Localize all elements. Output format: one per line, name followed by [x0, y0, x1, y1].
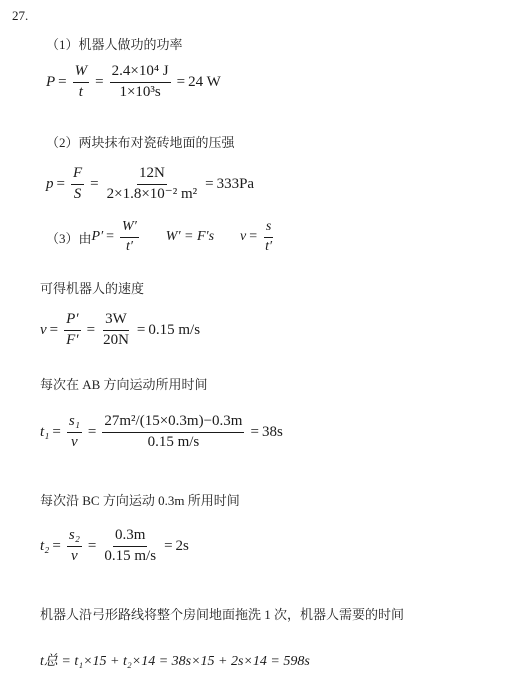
- force-over-area-fraction: $\frac{F}{S}$: [72, 165, 83, 202]
- velocity-definition-fraction: $\frac{s}{t'}$: [265, 219, 273, 254]
- speed-heading: 可得机器人的速度: [40, 281, 145, 296]
- question-number: 27.: [12, 8, 29, 23]
- work-prime-relation: W′ = F′s: [165, 229, 215, 245]
- t1-value-fraction: $\frac{\text{27m²/(15×0.3m)−0.3m}}{0.15 m/s}$: [104, 413, 243, 450]
- t2-value-fraction: $\frac{0.3m}{0.15 m/s}$: [104, 527, 157, 564]
- t2-result: 2s: [175, 537, 189, 554]
- power-equation: P = $\frac{W}{t}$ = $\frac{\text{2.4×10⁴ J}}{\text{1×10³s}}$ = 24 W: [46, 63, 221, 100]
- total-time-equation: t总 = t₁×15 + t₂×14 = 38s×15 + 2s×14 = 598s: [40, 654, 310, 669]
- power-value-fraction: $\frac{\text{2.4×10⁴ J}}{\text{1×10³s}}$: [111, 63, 169, 100]
- part3-relations: （3）由 P′ = $\frac{W'}{t'}$ W′ = F′s v = $\frac{s}{t'}$: [46, 219, 273, 254]
- part2-heading: （2）两块抹布对瓷砖地面的压强: [46, 135, 235, 150]
- speed-equation: v = $\frac{P'}{F'}$ = $\frac{3W}{20N}$ = 0.15 m/s: [40, 311, 201, 348]
- power-prime-fraction: $\frac{W'}{t'}$: [122, 219, 137, 254]
- pressure-result: 333Pa: [216, 175, 255, 192]
- t1-result: 38s: [261, 423, 283, 440]
- part1-heading: （1）机器人做功的功率: [46, 37, 183, 52]
- bc-time-heading: 每次沿 BC 方向运动 0.3m 所用时间: [40, 493, 240, 508]
- t1-equation: t₁ = $\frac{\text{s₁}}{v}$ = $\frac{\text{27m²/(15×0.3m)−0.3m}}{0.15 m/s}$ = 38s: [40, 413, 283, 450]
- speed-result: 0.15 m/s: [148, 321, 201, 338]
- speed-value-fraction: $\frac{3W}{20N}$: [103, 311, 129, 348]
- t2-symbolic-fraction: $\frac{\text{s₂}}{v}$: [68, 527, 80, 564]
- ab-time-heading: 每次在 AB 方向运动所用时间: [40, 377, 208, 392]
- pressure-equation: p = $\frac{F}{S}$ = $\frac{12N}{\text{2×1.8×10⁻² m²}}$ = 333Pa: [46, 165, 255, 202]
- work-over-time-fraction: $\frac{W}{t}$: [74, 63, 88, 100]
- t1-symbolic-fraction: $\frac{\text{s₁}}{v}$: [68, 413, 80, 450]
- pressure-value-fraction: $\frac{12N}{\text{2×1.8×10⁻² m²}}$: [106, 165, 198, 202]
- total-time-heading: 机器人沿弓形路线将整个房间地面拖洗 1 次，机器人需要的时间: [40, 607, 405, 622]
- pressure-symbol: p: [46, 175, 54, 192]
- part3-prefix: （3）由: [46, 230, 92, 246]
- t2-equation: t₂ = $\frac{\text{s₂}}{v}$ = $\frac{0.3m}{0.15 m/s}$ = 2s: [40, 527, 189, 564]
- power-symbol: P: [46, 73, 56, 90]
- speed-symbolic-fraction: $\frac{P'}{F'}$: [66, 311, 79, 348]
- power-result: 24 W: [188, 73, 221, 90]
